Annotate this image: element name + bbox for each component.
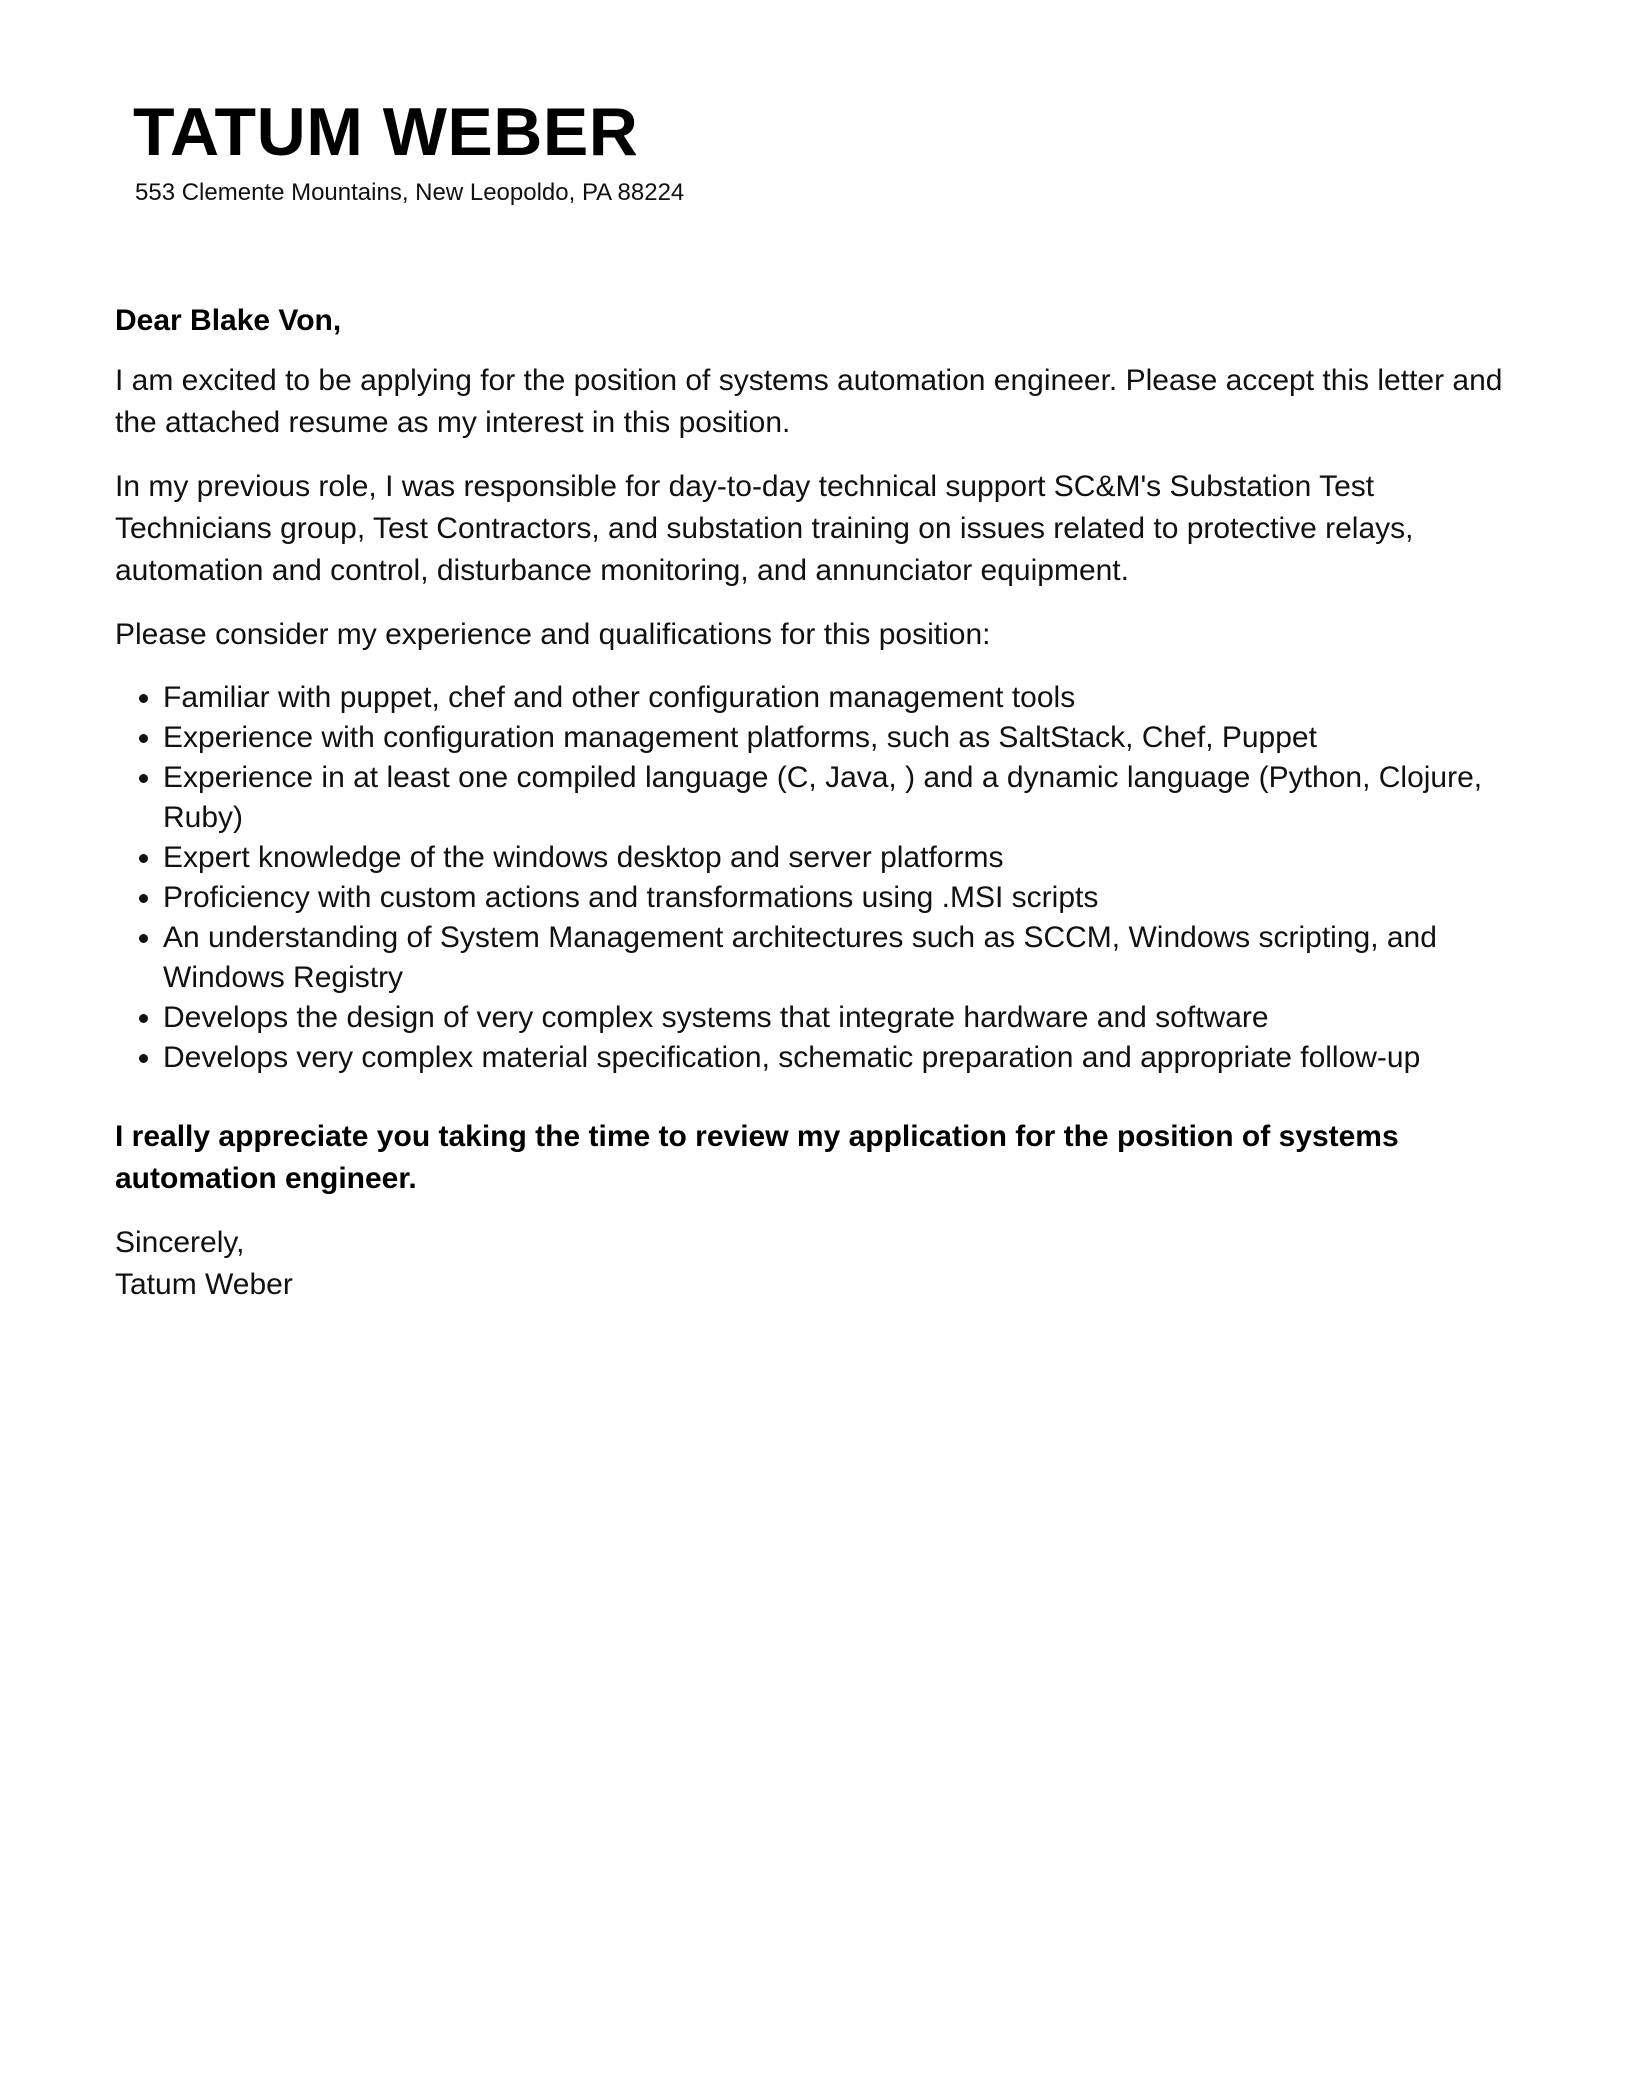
qualifications-intro: Please consider my experience and qualifications for this position: (115, 618, 991, 651)
applicant-name: TATUM WEBER (133, 94, 639, 170)
list-item: • Experience with configuration management platforms, such as SaltStack, Chef, Puppet (163, 718, 1525, 758)
list-item: • Develops the design of very complex systems that integrate hardware and software (163, 998, 1525, 1038)
signature-name: Tatum Weber (115, 1268, 293, 1301)
letter-body (115, 300, 1525, 1306)
signoff-block (115, 1222, 1525, 1306)
list-item: • Experience in at least one compiled language (C, Java, ) and a dynamic language (Python, Clojure, Ruby) (163, 758, 1525, 838)
list-item: • Develops very complex material specification, schematic preparation and appropriate follow-up (163, 1038, 1525, 1078)
salutation: Dear Blake Von, (115, 304, 342, 337)
qualifications-list (115, 678, 1525, 1078)
list-item: • Proficiency with custom actions and transformations using .MSI scripts (163, 878, 1525, 918)
list-item: • Expert knowledge of the windows desktop and server platforms (163, 838, 1525, 878)
letter-header (133, 92, 1513, 208)
list-item: • An understanding of System Management architectures such as SCCM, Windows scripting, and Windows Registry (163, 918, 1525, 998)
list-item: • Familiar with puppet, chef and other configuration management tools (163, 678, 1525, 718)
signoff: Sincerely, (115, 1226, 245, 1259)
closing-statement: I really appreciate you taking the time to review my application for the position of systems automation engineer. (115, 1120, 1399, 1195)
intro-paragraph: I am excited to be applying for the position of systems automation engineer. Please accept this letter and the attached resume as my interest in this position. (115, 364, 1503, 439)
experience-paragraph: In my previous role, I was responsible for day-to-day technical support SC&M's Substation Test Technicians group, Test Contractors, and substation training on issues related to protective relays, automation and control, disturbance monitoring, and annunciator equipment. (115, 470, 1414, 587)
applicant-address: 553 Clemente Mountains, New Leopoldo, PA 88224 (135, 179, 685, 206)
